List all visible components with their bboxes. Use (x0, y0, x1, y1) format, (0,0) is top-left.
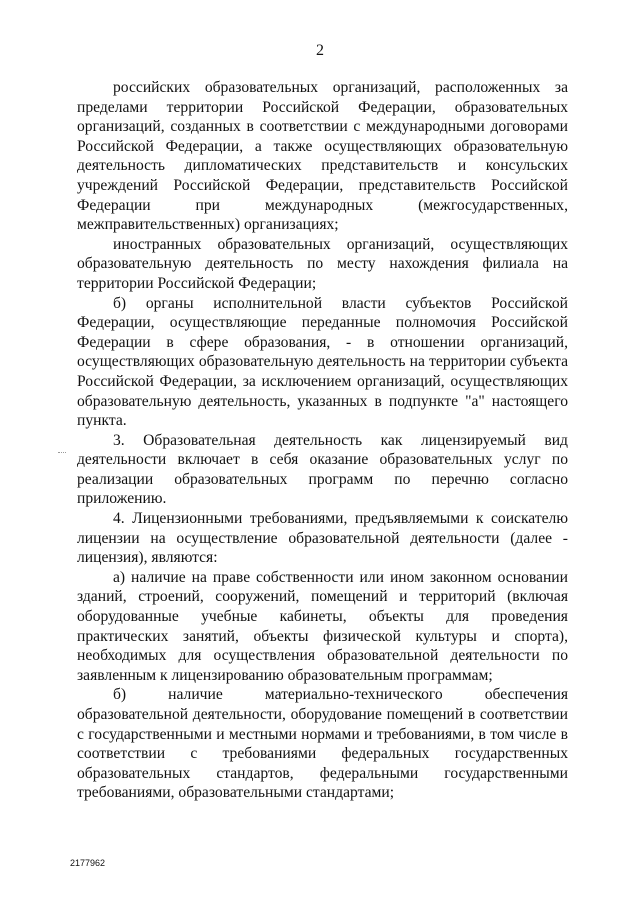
document-body (77, 78, 568, 803)
paragraph-3-licensed-activity: 3. Образовательная деятельность как лицензируемый вид деятельности включает в себя оказание образовательных услуг по реализации образовательных программ по перечню согласно приложению. (77, 431, 568, 508)
page-number: 2 (316, 42, 324, 59)
paragraph-continuation: российских образовательных организаций, расположенных за пределами территории Российской Федерации, образовательных организаций, созданных в соответствии с международными договорами Российской Федерации, а также осуществляющих образовательную деятельность дипломатических представительств и консульских учреждений Российской Федерации, представительств Российской Федерации при международных (межгосударственных, межправительственных) организациях; (77, 79, 568, 234)
paragraph-b-regional-bodies: б) органы исполнительной власти субъектов Российской Федерации, осуществляющие переданные полномочия Российской Федерации в сфере образования, - в отношении организаций, осуществляющих образовательную деятельность на территории субъекта Российской Федерации, за исключением организаций, осуществляющих образовательную деятельность, указанных в подпункте "а" настоящего пункта. (77, 294, 568, 430)
paragraph-foreign-orgs: иностранных образовательных организаций, осуществляющих образовательную деятельность по месту нахождения филиала на территории Российской Федерации; (77, 235, 568, 292)
paragraph-4-license-requirements: 4. Лицензионными требованиями, предъявляемыми к соискателю лицензии на осуществление образовательной деятельности (далее - лицензия), являются: (77, 510, 568, 567)
paragraph-a-premises: а) наличие на праве собственности или ином законном основании зданий, строений, сооружений, помещений и территорий (включая оборудованные учебные кабинеты, объекты для проведения практических занятий, объекты физической культуры и спорта), необходимых для осуществления образовательной деятельности по заявленным к лицензированию образовательным программам; (77, 568, 568, 684)
paragraph-b-material-support: б) наличие материально-технического обеспечения образовательной деятельности, оборудование помещений в соответствии с государственными и местными нормами и требованиями, в том числе в соответствии с требованиями федеральных государственных образовательных стандартов, федеральными государственными требованиями, образовательными стандартами; (77, 686, 568, 802)
document-code: 2177962 (70, 858, 106, 868)
margin-mark (58, 452, 66, 453)
